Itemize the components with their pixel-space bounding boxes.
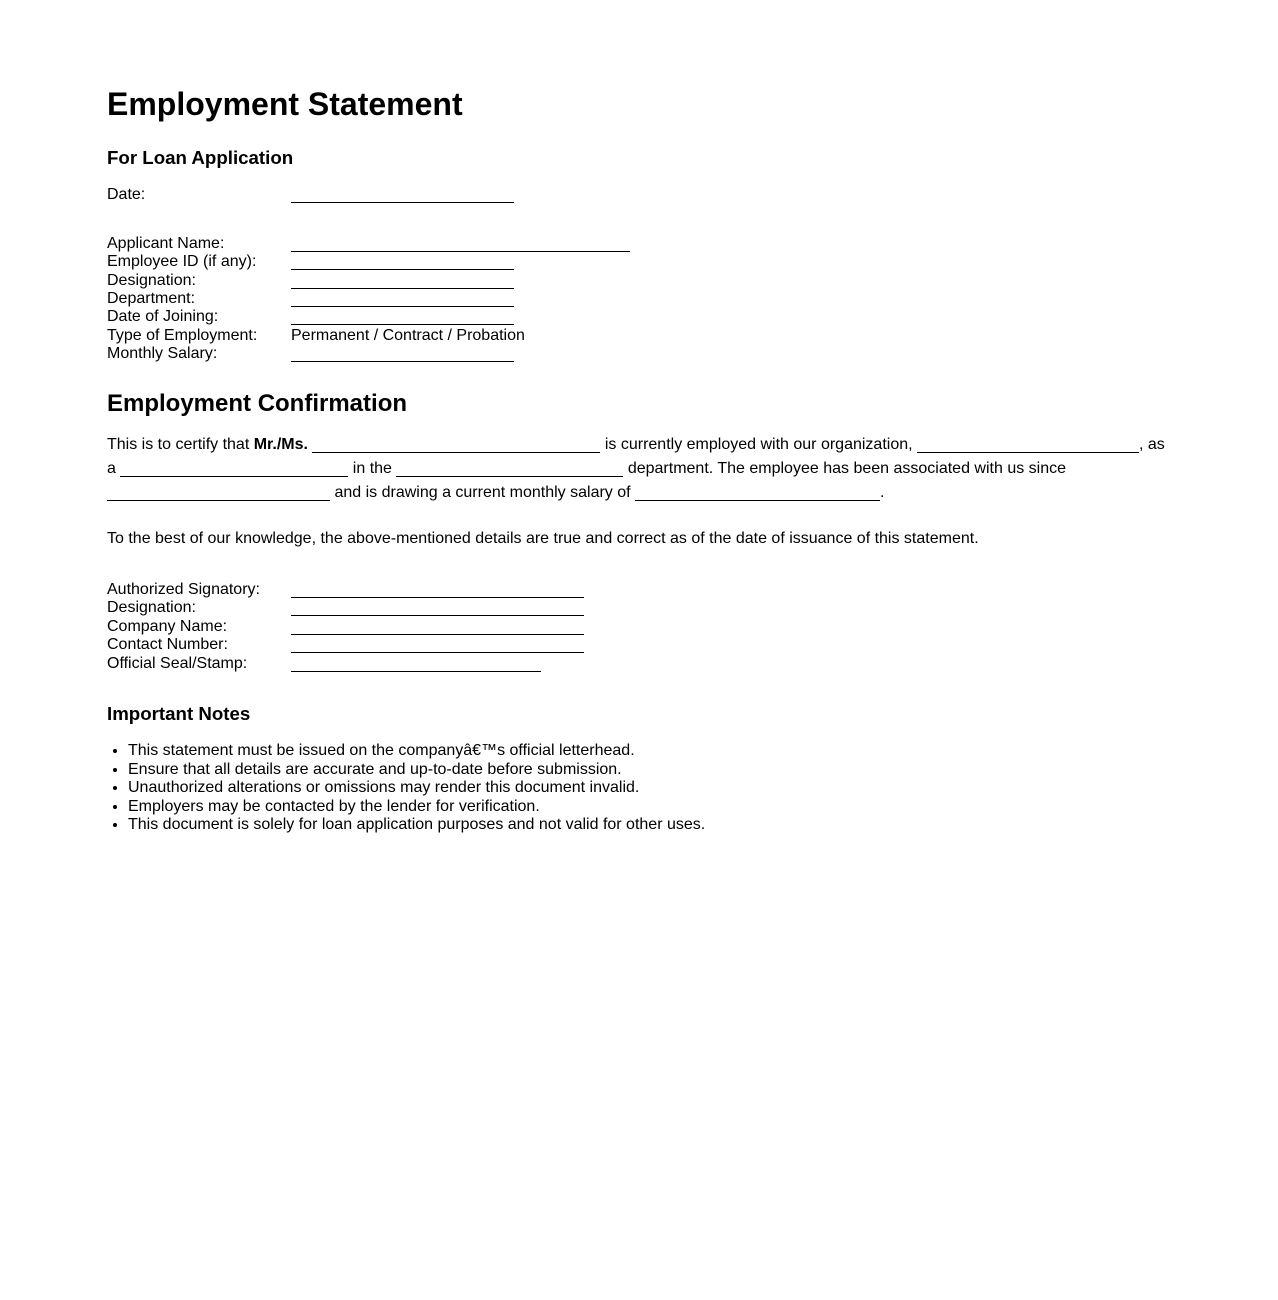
form-row-date-of-joining	[107, 308, 1171, 326]
form-row-employment-type	[107, 327, 1171, 345]
form-row-applicant-name	[107, 235, 1171, 253]
form-row-authorized-signatory	[107, 581, 1171, 599]
authorized-signatory-blank-line	[291, 597, 584, 598]
confirm-seg3: is currently employed with our organization,	[600, 435, 917, 453]
confirm-seg4: , as a	[107, 435, 1165, 477]
contact-number-label: Contact Number:	[107, 636, 228, 654]
confirmation-heading: Employment Confirmation	[107, 389, 408, 417]
company-name-label: Company Name:	[107, 617, 228, 635]
page-subtitle: For Loan Application	[107, 146, 294, 168]
signatory-designation-label: Designation:	[107, 599, 196, 617]
form-row-official-seal	[107, 655, 1171, 673]
designation-blank-line	[291, 288, 514, 289]
page-title: Employment Statement	[107, 86, 463, 122]
designation-label: Designation:	[107, 271, 196, 289]
salary-blank-line	[635, 500, 880, 501]
contact-number-blank-line	[291, 652, 584, 653]
closing-statement: To the best of our knowledge, the above-mentioned details are true and correct as of the date of issuance of this statement.	[107, 529, 979, 547]
date-field-row	[107, 186, 1171, 204]
employee-name-blank-line	[312, 452, 600, 453]
form-row-company-name	[107, 618, 1171, 636]
organization-blank-line	[917, 452, 1139, 453]
note-item-verification: • Employers may be contacted by the lender for verification.	[128, 798, 1171, 816]
official-seal-blank-line	[291, 671, 541, 672]
authorized-signatory-label: Authorized Signatory:	[107, 580, 260, 598]
important-notes-list	[107, 742, 1171, 834]
employee-id-blank-line	[291, 269, 514, 270]
applicant-details-block	[107, 235, 1171, 364]
confirm-seg6: department. The employee has been associated with us since	[623, 459, 1067, 477]
form-row-department	[107, 290, 1171, 308]
department-blank-line	[291, 306, 514, 307]
date-blank-line	[291, 202, 514, 203]
confirm-seg5: in the	[348, 459, 397, 477]
form-row-employee-id	[107, 253, 1171, 271]
role-blank-line	[120, 476, 348, 477]
confirm-seg7: and is drawing a current monthly salary of	[330, 483, 636, 501]
monthly-salary-label: Monthly Salary:	[107, 345, 218, 363]
form-row-contact-number	[107, 636, 1171, 654]
applicant-name-label: Applicant Name:	[107, 234, 225, 252]
date-of-joining-blank-line	[291, 324, 514, 325]
employee-id-label: Employee ID (if any):	[107, 253, 257, 271]
department-confirm-blank-line	[396, 476, 623, 477]
applicant-name-blank-line	[291, 251, 630, 252]
confirm-mr-ms: Mr./Ms.	[253, 435, 313, 453]
important-notes-heading: Important Notes	[107, 702, 251, 724]
note-item-letterhead: • This statement must be issued on the companyâ€™s official letterhead.	[128, 742, 1171, 760]
date-of-joining-label: Date of Joining:	[107, 308, 219, 326]
date-label: Date:	[107, 186, 146, 204]
since-date-blank-line	[107, 500, 330, 501]
confirm-seg8: .	[880, 483, 885, 501]
monthly-salary-blank-line	[291, 361, 514, 362]
signatory-designation-blank-line	[291, 615, 584, 616]
signatory-block	[107, 581, 1171, 673]
note-item-loan-only: • This document is solely for loan application purposes and not valid for other uses.	[128, 816, 1171, 834]
form-row-monthly-salary	[107, 345, 1171, 363]
company-name-blank-line	[291, 634, 584, 635]
confirm-seg1: This is to certify that	[107, 435, 254, 453]
confirmation-paragraph	[107, 433, 1171, 505]
employment-type-label: Type of Employment:	[107, 326, 258, 344]
form-row-signatory-designation	[107, 599, 1171, 617]
department-label: Department:	[107, 289, 196, 307]
official-seal-label: Official Seal/Stamp:	[107, 654, 248, 672]
form-row-designation	[107, 272, 1171, 290]
employment-type-options: Permanent / Contract / Probation	[291, 326, 525, 344]
note-item-alterations: • Unauthorized alterations or omissions may render this document invalid.	[128, 779, 1171, 797]
note-item-accuracy: • Ensure that all details are accurate and up-to-date before submission.	[128, 761, 1171, 779]
